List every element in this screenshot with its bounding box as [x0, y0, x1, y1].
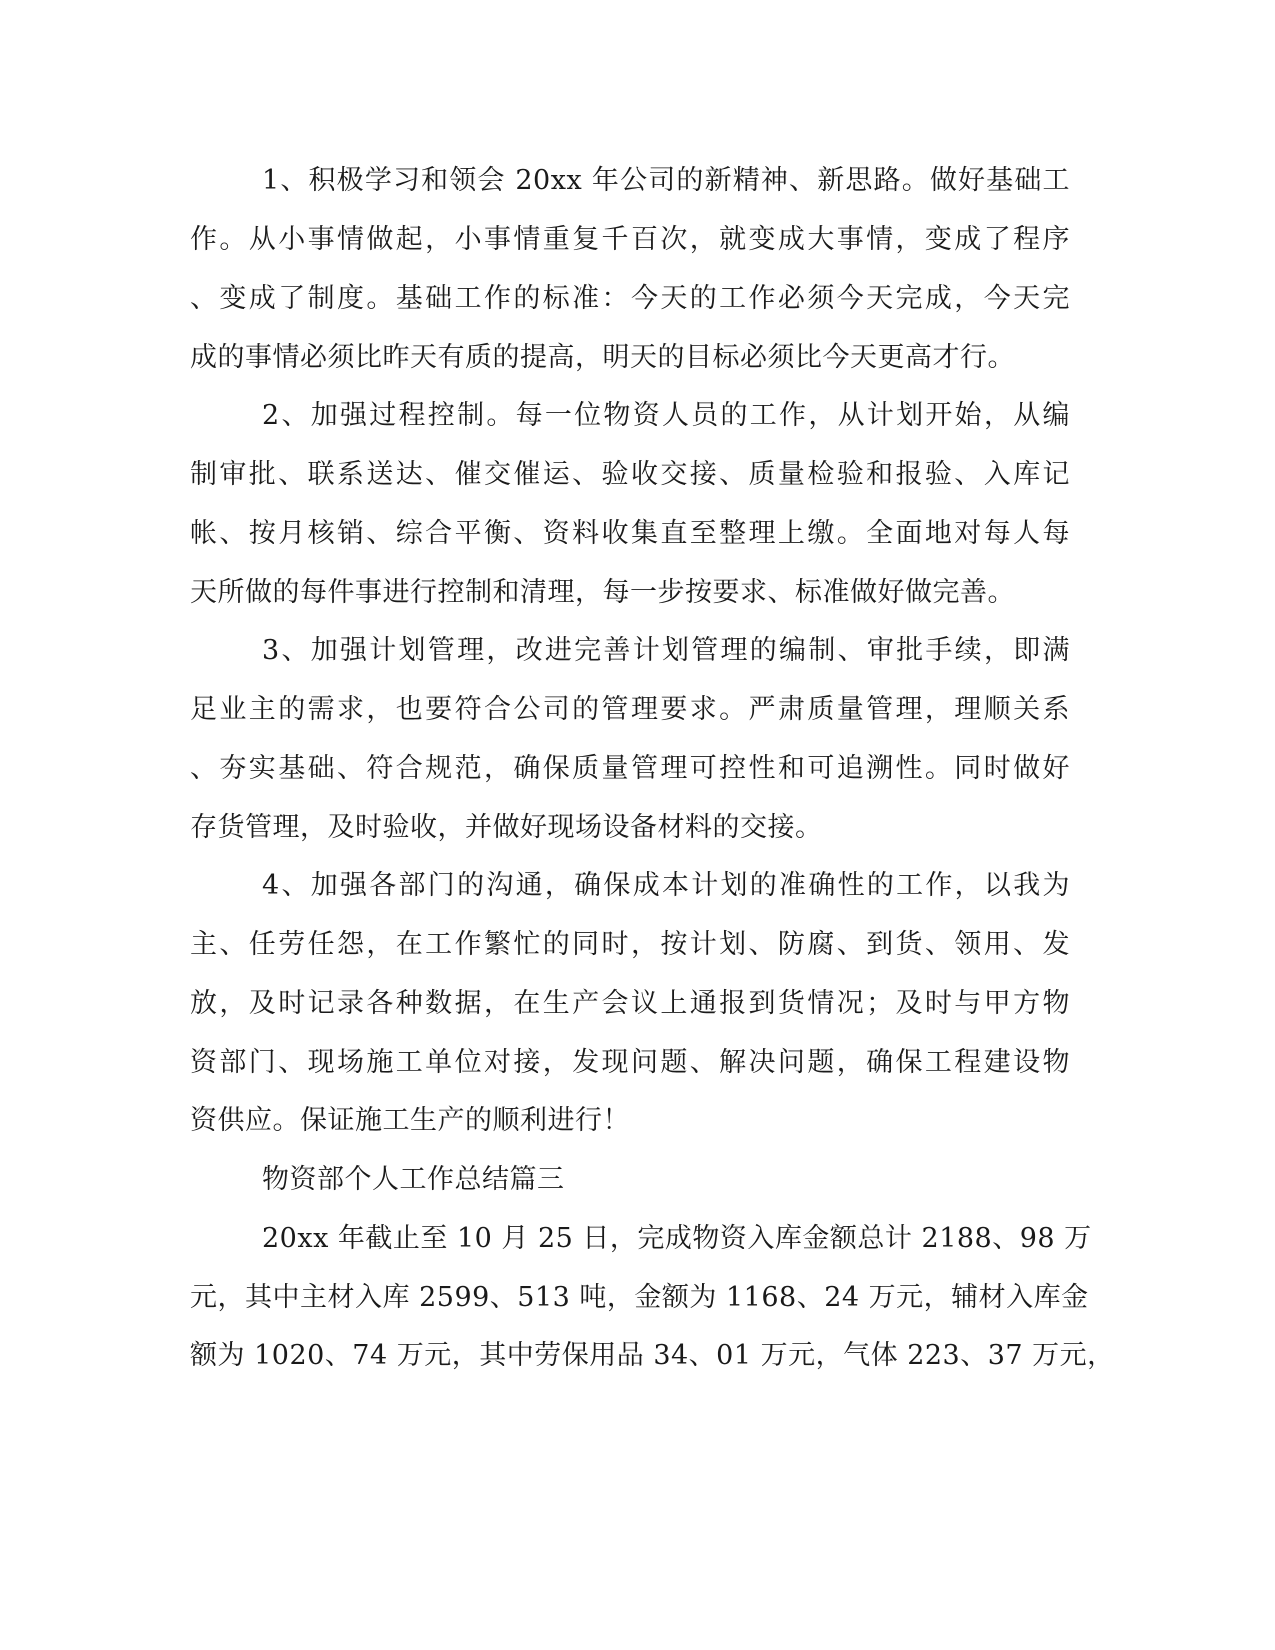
text-line: 元，其中主材入库 2599、513 吨，金额为 1168、24 万元，辅材入库金 — [190, 1282, 1089, 1313]
text-line: 足业主的需求，也要符合公司的管理要求。严肃质量管理，理顺关系 — [190, 694, 1070, 725]
text-line: 帐、按月核销、综合平衡、资料收集直至整理上缴。全面地对每人每 — [190, 518, 1070, 549]
text-line: 天所做的每件事进行控制和清理，每一步按要求、标准做好做完善。 — [190, 577, 1015, 608]
text-line: 3、加强计划管理，改进完善计划管理的编制、审批手续，即满 — [262, 635, 1070, 666]
text-line: 存货管理，及时验收，并做好现场设备材料的交接。 — [190, 812, 823, 843]
text-line: 、夯实基础、符合规范，确保质量管理可控性和可追溯性。同时做好 — [190, 753, 1070, 784]
text-line: 资部门、现场施工单位对接，发现问题、解决问题，确保工程建设物 — [190, 1047, 1070, 1078]
text-line: 作。从小事情做起，小事情重复千百次，就变成大事情，变成了程序 — [190, 224, 1070, 255]
section-heading: 物资部个人工作总结篇三 — [262, 1164, 565, 1195]
text-line: 4、加强各部门的沟通，确保成本计划的准确性的工作，以我为 — [262, 870, 1070, 901]
text-line: 成的事情必须比昨天有质的提高，明天的目标必须比今天更高才行。 — [190, 342, 1015, 373]
text-line: 额为 1020、74 万元，其中劳保用品 34、01 万元，气体 223、37 万元， — [190, 1340, 1115, 1371]
text-line: 制审批、联系送达、催交催运、验收交接、质量检验和报验、入库记 — [190, 459, 1070, 490]
text-line: 主、任劳任怨，在工作繁忙的同时，按计划、防腐、到货、领用、发 — [190, 929, 1070, 960]
text-line: 2、加强过程控制。每一位物资人员的工作，从计划开始，从编 — [262, 400, 1070, 431]
text-line: 放，及时记录各种数据，在生产会议上通报到货情况；及时与甲方物 — [190, 988, 1070, 1019]
text-line: 、变成了制度。基础工作的标准：今天的工作必须今天完成，今天完 — [190, 283, 1070, 314]
text-line: 1、积极学习和领会 20xx 年公司的新精神、新思路。做好基础工 — [262, 165, 1070, 196]
text-line: 资供应。保证施工生产的顺利进行！ — [190, 1105, 630, 1136]
text-line: 20xx 年截止至 10 月 25 日，完成物资入库金额总计 2188、98 万 — [262, 1223, 1092, 1254]
